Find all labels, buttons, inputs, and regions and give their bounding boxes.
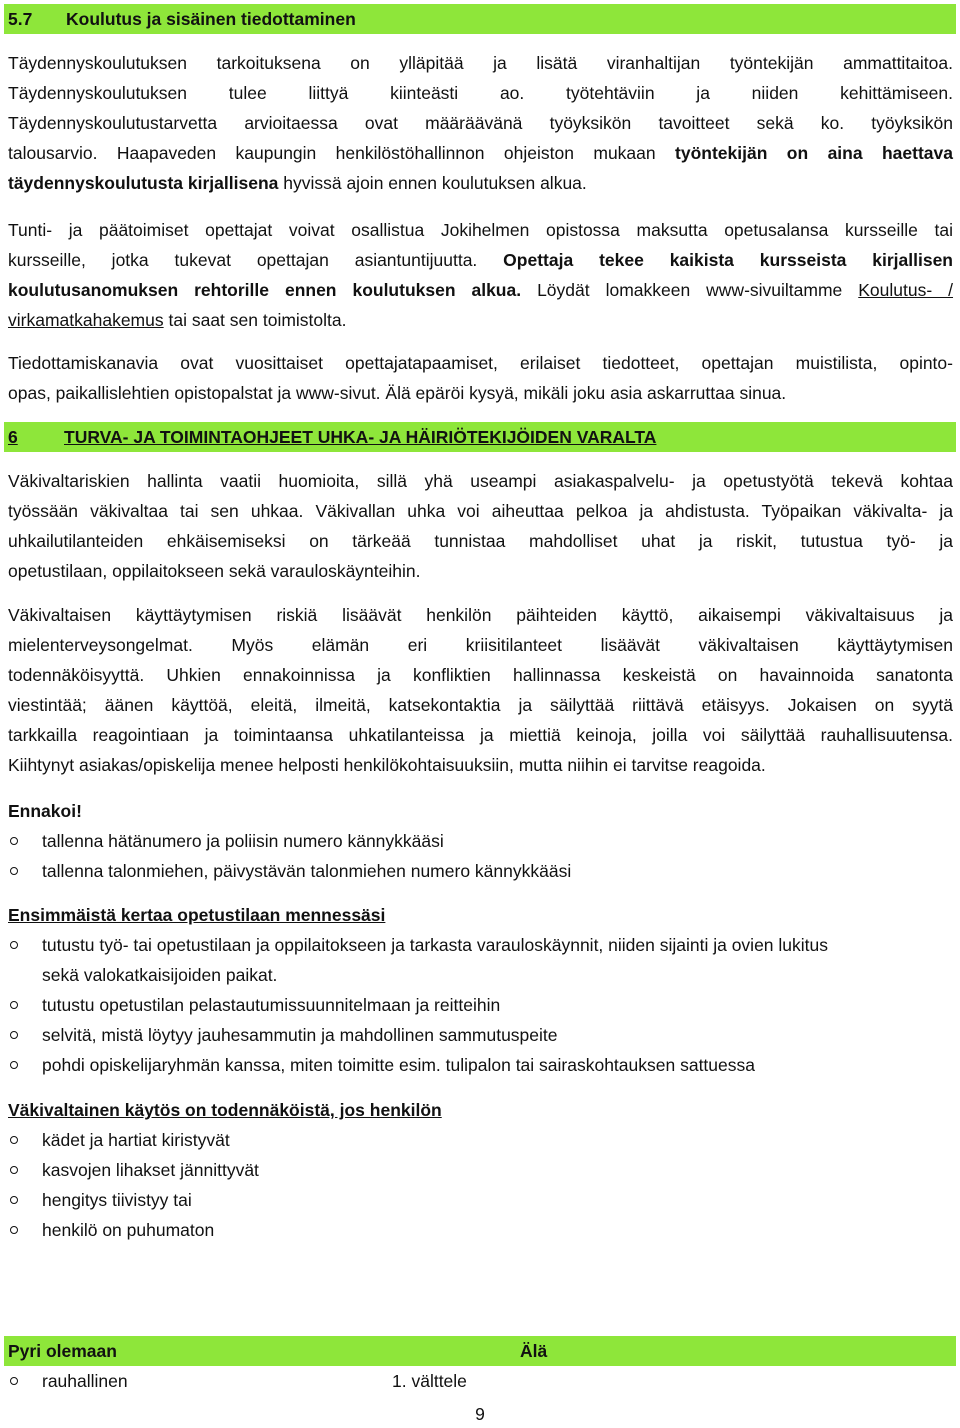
- list-item: [8, 856, 953, 886]
- paragraph-line: työssään väkivaltaa tai sen uhkaa. Väkivallan uhka voi aiheuttaa pelkoa ja ahdistusta. Työpaikan väkivalta- ja: [8, 501, 953, 521]
- list-item-text: tutustu opetustilan pelastautumissuunnitelmaan ja reitteihin: [42, 995, 501, 1015]
- form-link[interactable]: virkamatkahakemus: [8, 310, 164, 330]
- bold-run: Opettaja tekee kaikista kursseista kirjallisen: [503, 250, 953, 270]
- vakivaltainen-heading: Väkivaltainen käytös on todennäköistä, jos henkilön: [8, 1100, 442, 1120]
- paragraph-line: [8, 305, 953, 335]
- circle-bullet-icon: [10, 1166, 18, 1174]
- section-heading-5-7: [4, 4, 956, 34]
- list-item: [8, 990, 953, 1020]
- list-item-text: tallenna talonmiehen, päivystävän talonmiehen numero kännykkääsi: [42, 861, 572, 881]
- section-title: Koulutus ja sisäinen tiedottaminen: [66, 9, 356, 29]
- paragraph-line: uhkailutilanteiden ehkäisemiseksi on tärkeää tunnistaa mahdolliset uhat ja riskit, tutustua työ- ja: [8, 531, 953, 551]
- list-item-text: henkilö on puhumaton: [42, 1220, 215, 1240]
- list-item: [8, 1125, 953, 1155]
- paragraph-line: [8, 275, 953, 305]
- list-item-text: tallenna hätänumero ja poliisin numero kännykkääsi: [42, 831, 444, 851]
- section-number: 5.7: [8, 9, 33, 29]
- circle-bullet-icon: [10, 1136, 18, 1144]
- circle-bullet-icon: [10, 941, 18, 949]
- paragraph-line: mielenterveysongelmat. Myös elämän eri kriisitilanteet lisäävät väkivaltaisen käyttäytymisen: [8, 635, 953, 655]
- circle-bullet-icon: [10, 1377, 18, 1385]
- paragraph-line: opas, paikallislehtien opistopalstat ja www-sivut. Älä epäröi kysyä, mikäli joku asia askarruttaa sinua.: [8, 383, 787, 403]
- paragraph-line: Tiedottamiskanavia ovat vuosittaiset opettajatapaamiset, erilaiset tiedotteet, opettajan muistilista, opinto-: [8, 353, 953, 373]
- list-item-text: kasvojen lihakset jännittyvät: [42, 1160, 259, 1180]
- bold-run: koulutusanomuksen rehtorille ennen koulutuksen alkua.: [8, 280, 522, 300]
- ennakoi-heading: Ennakoi!: [8, 801, 82, 821]
- paragraph-line: opetustilaan, oppilaitokseen sekä varauloskäynteihin.: [8, 561, 421, 581]
- paragraph-line: [8, 138, 953, 168]
- page-number: 9: [475, 1404, 485, 1424]
- circle-bullet-icon: [10, 1031, 18, 1039]
- list-item: [8, 1020, 953, 1050]
- list-item-continuation: sekä valokatkaisijoiden paikat.: [42, 965, 278, 985]
- text-run: tai saat sen toimistolta.: [163, 310, 347, 330]
- paragraph-line: todennäköisyyttä. Uhkien ennakoinnissa ja konfliktien hallinnassa keskeistä on havainnoida sanatonta: [8, 665, 953, 685]
- paragraph-line: viestintää; äänen käyttöä, eleitä, ilmeitä, katsekontaktia ja säilyttää riittävä etäisyys. Jokaisen on syytä: [8, 695, 953, 715]
- ensimmaista-heading: Ensimmäistä kertaa opetustilaan mennessäsi: [8, 905, 386, 925]
- paragraph-line: tarkkailla reagointiaan ja toimintaansa uhkatilanteissa ja miettiä keinoja, joilla voi säilyttää rauhallisuutensa.: [8, 725, 953, 745]
- paragraph-line: [8, 245, 953, 275]
- list-item-text: hengitys tiivistyy tai: [42, 1190, 192, 1210]
- paragraph-line: Täydennyskoulutuksen tulee liittyä kiinteästi ao. työtehtäviin ja niiden kehittämiseen.: [8, 83, 953, 103]
- text-run: Löydät lomakkeen www-sivuiltamme: [521, 280, 859, 300]
- list-item: [8, 1185, 953, 1215]
- form-link[interactable]: Koulutus- /: [858, 280, 954, 300]
- text-run: hyvissä ajoin ennen koulutuksen alkua.: [278, 173, 587, 193]
- list-item-text: kädet ja hartiat kiristyvät: [42, 1130, 230, 1150]
- paragraph-line: Täydennyskoulutustarvetta arvioitaessa ovat määräävänä työyksikön tavoitteet sekä ko. työyksikön: [8, 113, 953, 133]
- list-item: [8, 1050, 953, 1080]
- circle-bullet-icon: [10, 837, 18, 845]
- text-run: talousarvio. Haapaveden kaupungin henkilöstöhallinnon ohjeiston mukaan: [8, 143, 676, 163]
- paragraph-line: Väkivaltariskien hallinta vaatii huomioita, sillä yhä useampi asiakaspalvelu- ja opetustyötä tekevä kohtaa: [8, 471, 953, 491]
- paragraph-line: Väkivaltaisen käyttäytymisen riskiä lisäävät henkilön päihteiden käyttö, aikaisempi väkivaltaisuus ja: [8, 605, 953, 625]
- table-cell: 1. välttele: [392, 1371, 467, 1391]
- table-header: [4, 1336, 956, 1366]
- paragraph-line: Tunti- ja päätoimiset opettajat voivat osallistua Jokihelmen opistossa maksutta opetusalansa kursseille tai: [8, 220, 953, 240]
- paragraph-line: [8, 168, 953, 198]
- circle-bullet-icon: [10, 867, 18, 875]
- list-item: [8, 1215, 953, 1245]
- circle-bullet-icon: [10, 1061, 18, 1069]
- table-header-col2: Älä: [520, 1341, 548, 1361]
- paragraph-line: Täydennyskoulutuksen tarkoituksena on ylläpitää ja lisätä viranhaltijan työntekijän ammattitaitoa.: [8, 53, 953, 73]
- circle-bullet-icon: [10, 1196, 18, 1204]
- circle-bullet-icon: [10, 1226, 18, 1234]
- list-item-text: tutustu työ- tai opetustilaan ja oppilaitokseen ja tarkasta varauloskäynnit, niiden sijainti ja ovien lukitus: [42, 935, 829, 955]
- table-header-col1: Pyri olemaan: [8, 1341, 117, 1361]
- bold-run: työntekijän on aina haettava: [675, 143, 953, 163]
- list-item: [8, 826, 953, 856]
- list-item: [8, 1155, 953, 1185]
- circle-bullet-icon: [10, 1001, 18, 1009]
- section-title: TURVA- JA TOIMINTAOHJEET UHKA- JA HÄIRIÖTEKIJÖIDEN VARALTA: [64, 427, 657, 447]
- list-item: [8, 930, 953, 960]
- section-heading-6: [4, 422, 956, 452]
- list-item-text: pohdi opiskelijaryhmän kanssa, miten toimitte esim. tulipalon tai sairaskohtauksen sattuessa: [42, 1055, 755, 1075]
- text-run: kursseille, jotka tukevat opettajan asiantuntijuutta.: [8, 250, 504, 270]
- table-cell: rauhallinen: [42, 1371, 128, 1391]
- section-number: 6: [8, 427, 18, 447]
- bold-run: täydennyskoulutusta kirjallisena: [8, 173, 279, 193]
- paragraph-line: Kiihtynyt asiakas/opiskelija menee helposti henkilökohtaisuuksiin, mutta niihin ei tarvitse reagoida.: [8, 755, 766, 775]
- list-item-text: selvitä, mistä löytyy jauhesammutin ja mahdollinen sammutuspeite: [42, 1025, 558, 1045]
- table-row: [8, 1366, 953, 1396]
